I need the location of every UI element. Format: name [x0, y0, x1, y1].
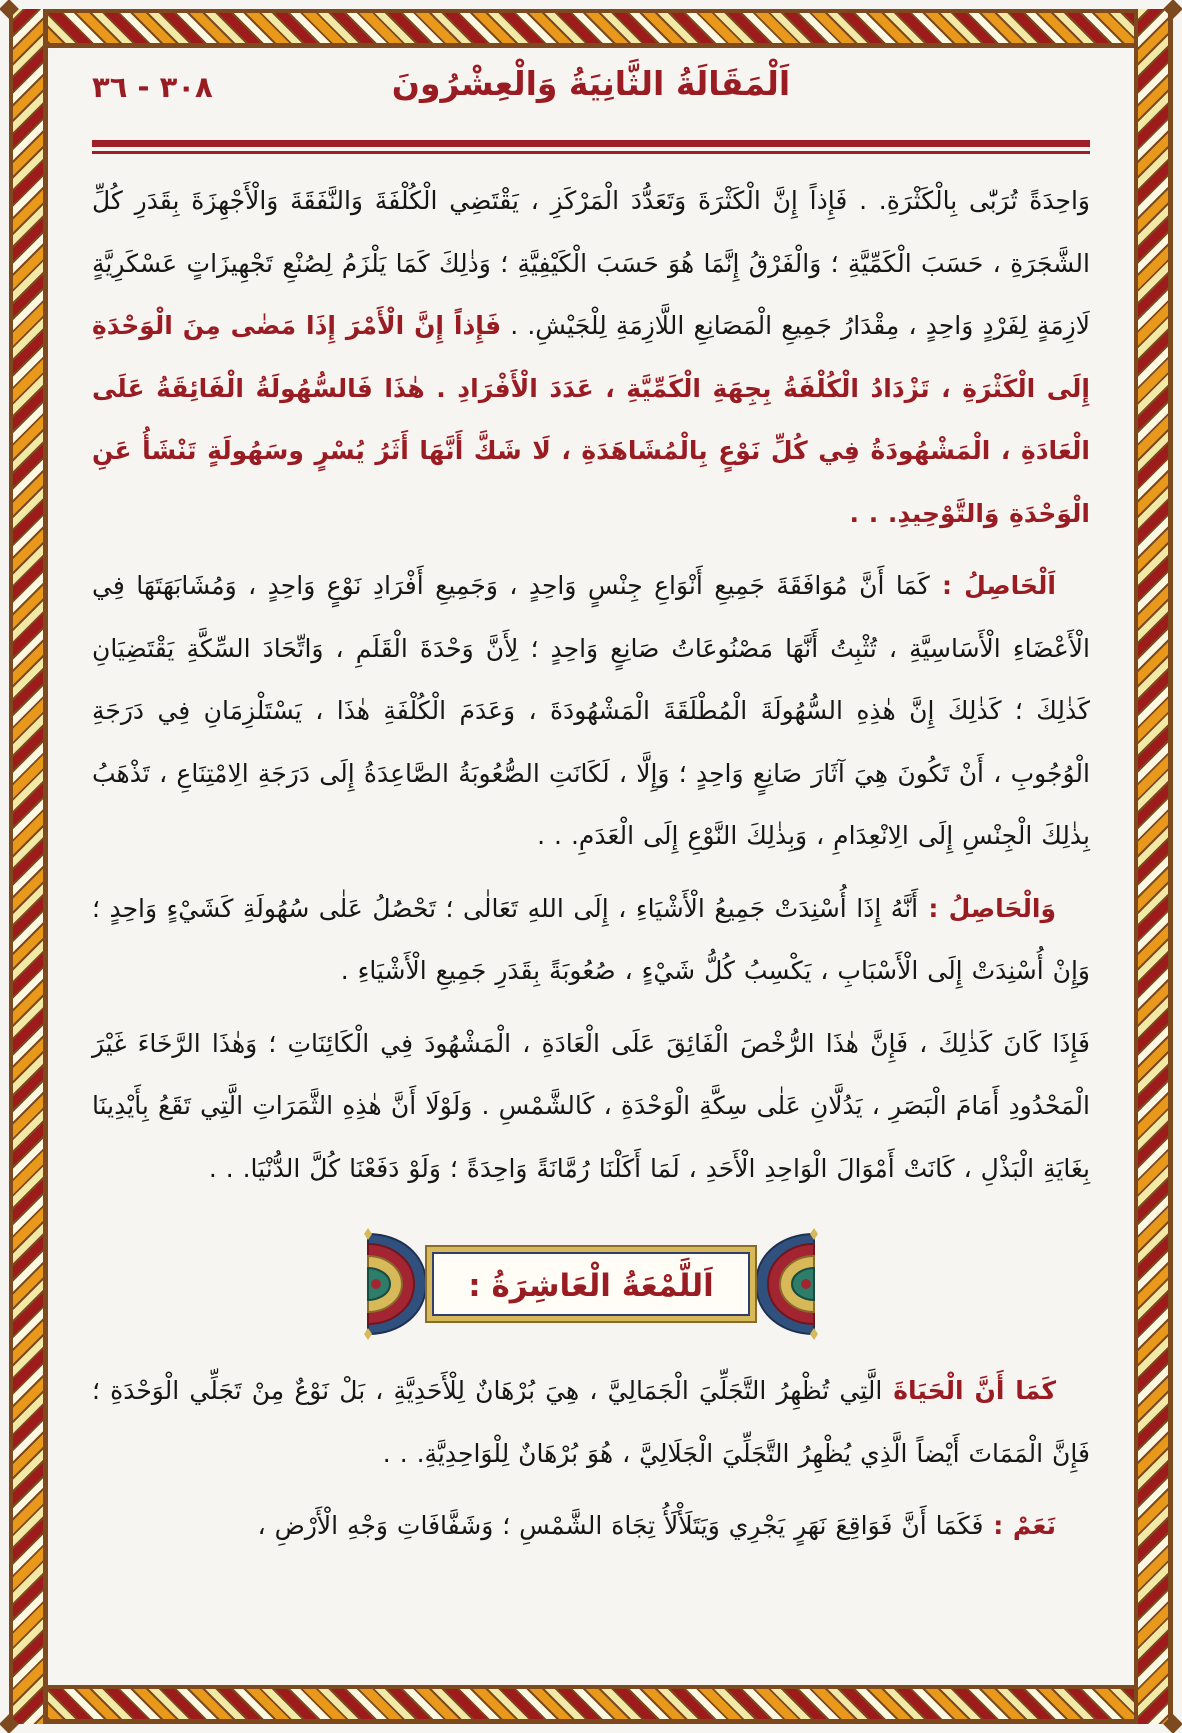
page-title: اَلْمَقَالَةُ الثَّانِيَةُ وَالْعِشْرُونَ — [391, 64, 791, 103]
paragraph — [92, 170, 1090, 545]
text-run: اَلْحَاصِلُ : — [929, 571, 1056, 600]
paragraph — [92, 1360, 1090, 1485]
page-content — [92, 62, 1090, 1568]
border-bottom — [9, 1685, 1173, 1724]
header-divider — [92, 140, 1090, 154]
divider-thin-line — [92, 151, 1090, 154]
text-run: فَكَمَا أَنَّ فَوَاقِعَ نَهَرٍ يَجْرِي وَيَتَلَأْلَأُ تِجَاهَ الشَّمْسِ ؛ وَشَفَّافَاتِ وَجْهِ الْأَرْضِ ، — [257, 1511, 984, 1540]
text-run: أَنَّهُ إِذَا أُسْنِدَتْ جَمِيعُ الْأَشْيَاءِ ، إِلَى اللهِ تَعَالٰى ؛ تَحْصُلُ عَلٰى سُهُولَةِ كَشَيْءٍ وَاحِدٍ ؛ وَإِنْ أُسْنِدَتْ إِلَى الْأَسْبَابِ ، يَكْسِبُ كُلُّ شَيْءٍ ، صُعُوبَةً بِقَدَرِ جَمِيعِ الْأَشْيَاءِ . — [92, 893, 1090, 985]
section-heading-box — [432, 1252, 749, 1316]
border-left — [9, 9, 48, 1724]
border-corner-icon — [1163, 0, 1182, 19]
ornament-finial-icon — [744, 1228, 818, 1340]
paragraph — [92, 1495, 1090, 1558]
text-run: الَّتِي تُظْهِرُ التَّجَلِّيَ الْجَمَالِيَّ ، هِيَ بُرْهَانٌ لِلْأَحَدِيَّةِ ، بَلْ نَوْعٌ مِنْ تَجَلِّي الْوَحْدَةِ ؛ فَإِنَّ الْمَمَاتَ أَيْضاً الَّذِي يُظْهِرُ التَّجَلِّيَ الْجَلَالِيَّ ، هُوَ بُرْهَانٌ لِلْوَاحِدِيَّةِ. . . — [92, 1376, 1090, 1468]
border-top — [9, 9, 1173, 48]
paragraph — [92, 555, 1090, 868]
paragraph — [92, 878, 1090, 1003]
page-header — [92, 62, 1090, 126]
text-run: فَإِذَا كَانَ كَذٰلِكَ ، فَإِنَّ هٰذَا الرُّخْصَ الْفَائِقَ عَلَى الْعَادَةِ ، الْمَشْهُودَ فِي الْكَائِنَاتِ ؛ وَهٰذَا الرَّخَاءَ غَيْرَ الْمَحْدُودِ أَمَامَ الْبَصَرِ ، يَدُلَّانِ عَلٰى سِكَّةِ الْوَحْدَةِ ، كَالشَّمْسِ . وَلَوْلَا أَنَّ هٰذِهِ الثَّمَرَاتِ الَّتِي تَقَعُ بِأَيْدِينَا بِغَايَةِ الْبَذْلِ ، كَانَتْ أَمْوَالَ الْوَاحِدِ الْأَحَدِ ، لَمَا أَكَلْنَا رُمَّانَةً وَاحِدَةً ؛ وَلَوْ دَفَعْنَا كُلَّ الدُّنْيَا. . . — [92, 1028, 1090, 1183]
ornament-finial-icon — [364, 1228, 438, 1340]
section-heading: اَللَّمْعَةُ الْعَاشِرَةُ : — [468, 1268, 714, 1304]
divider-thick-line — [92, 140, 1090, 147]
border-corner-icon — [1163, 1714, 1182, 1733]
text-run: كَمَا أَنَّ الْحَيَاةَ — [882, 1376, 1056, 1405]
text-run: كَمَا أَنَّ مُوَافَقَةَ جَمِيعِ أَنْوَاعِ جِنْسٍ وَاحِدٍ ، وَجَمِيعِ أَفْرَادِ نَوْعٍ وَاحِدٍ ، وَمُشَابَهَتَهَا فِي الْأَعْضَاءِ الْأَسَاسِيَّةِ ، تُثْبِتُ أَنَّهَا مَصْنُوعَاتُ صَانِعٍ وَاحِدٍ ؛ لِأَنَّ وَحْدَةَ الْقَلَمِ ، وَاتِّحَادَ السِّكَّةِ يَقْتَضِيَانِ كَذٰلِكَ ؛ كَذٰلِكَ إِنَّ هٰذِهِ السُّهُولَةَ الْمُطْلَقَةَ الْمَشْهُودَةَ ، وَعَدَمَ الْكُلْفَةِ هٰذَا ، يَسْتَلْزِمَانِ فِي دَرَجَةِ الْوُجُوبِ ، أَنْ تَكُونَ هِيَ آثَارَ صَانِعٍ وَاحِدٍ ؛ وَإِلَّا ، لَكَانَتِ الصُّعُوبَةُ الصَّاعِدَةُ إِلَى دَرَجَةِ الِامْتِنَاعِ ، تَذْهَبُ بِذٰلِكَ الْجِنْسِ إِلَى الِانْعِدَامِ ، وَبِذٰلِكَ النَّوْعِ إِلَى الْعَدَمِ. . . — [92, 571, 1090, 850]
section-heading-cartouche — [92, 1226, 1090, 1342]
paragraph — [92, 1013, 1090, 1201]
page-number: ٣٠٨ - ٣٦ — [92, 70, 213, 104]
text-run: وَالْحَاصِلُ : — [918, 893, 1057, 923]
text-run: وَاحِدَةً تُرَبّٰى بِالْكَثْرَةِ. . فَإِذاً إِنَّ الْكَثْرَةَ وَتَعَدُّدَ الْمَرْكَزِ ، يَقْتَضِي الْكُلْفَةَ وَالنَّفَقَةَ وَالْأَجْهِزَةَ بِقَدَرِ كُلِّ الشَّجَرَةِ ، حَسَبَ الْكَمِّيَّةِ ؛ وَالْفَرْقُ إِنَّمَا هُوَ حَسَبَ الْكَيْفِيَّةِ ؛ وَذٰلِكَ كَمَا يَلْزَمُ لِصُنْعِ تَجْهِيزَاتٍ عَسْكَرِيَّةٍ لَازِمَةٍ لِفَرْدٍ وَاحِدٍ ، مِقْدَارُ جَمِيعِ الْمَصَانِعِ اللَّازِمَةِ لِلْجَيْشِ. . — [92, 186, 1090, 340]
body-text — [92, 170, 1090, 1558]
text-run: فَإِذاً إِنَّ الْأَمْرَ إِذَا مَضٰى مِنَ الْوَحْدَةِ إِلَى الْكَثْرَةِ ، تَزْدَادُ الْكُلْفَةُ بِجِهَةِ الْكَمِّيَّةِ ، عَدَدَ الْأَفْرَادِ . هٰذَا فَالسُّهُولَةُ الْفَائِقَةُ عَلَى الْعَادَةِ ، الْمَشْهُودَةُ فِي كُلِّ نَوْعٍ بِالْمُشَاهَدَةِ ، لَا شَكَّ أَنَّهَا أَثَرُ يُسْرٍ وسَهُولَةٍ تَنْشَأُ عَنِ الْوَحْدَةِ وَالتَّوْحِيدِ. . . — [92, 311, 1090, 528]
border-corner-icon — [0, 0, 19, 19]
border-right — [1134, 9, 1173, 1724]
text-run: نَعَمْ : — [983, 1511, 1056, 1540]
border-corner-icon — [0, 1714, 19, 1733]
